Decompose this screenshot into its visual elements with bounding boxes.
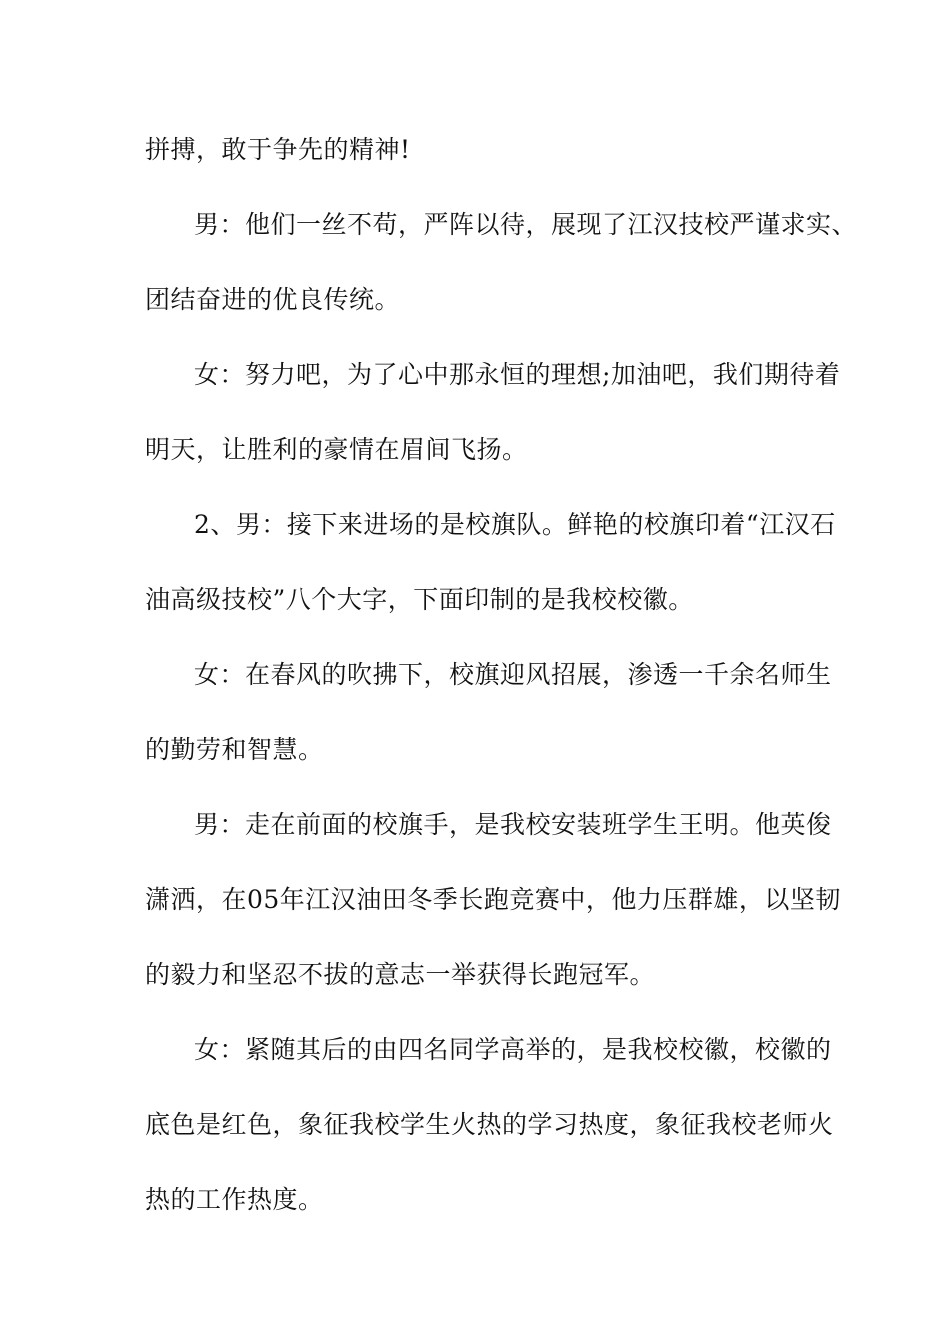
text-line: 潇洒，在05年江汉油田冬季长跑竞赛中，他力压群雄，以坚韧 [145,885,841,914]
text-line: 的毅力和坚忍不拔的意志一举获得长跑冠军。 [145,960,656,989]
text-line: 热的工作热度。 [145,1185,324,1214]
text-line: 油高级技校”八个大字，下面印制的是我校校徽。 [145,585,694,614]
text-line: 女：努力吧，为了心中那永恒的理想;加油吧，我们期待着 [194,360,841,389]
text-line: 拼搏，敢于争先的精神! [145,135,411,164]
text-line: 女：紧随其后的由四名同学高举的，是我校校徽，校徽的 [194,1035,832,1064]
text-line: 女：在春风的吹拂下，校旗迎风招展，渗透一千余名师生 [194,660,832,689]
text-line: 底色是红色，象征我校学生火热的学习热度，象征我校老师火 [145,1110,834,1139]
text-line: 男：他们一丝不苟，严阵以待，展现了江汉技校严谨求实、 [194,210,858,239]
text-line: 的勤劳和智慧。 [145,735,324,764]
text-line: 团结奋进的优良传统。 [145,285,401,314]
text-line: 明天，让胜利的豪情在眉间飞扬。 [145,435,528,464]
text-line: 男：走在前面的校旗手，是我校安装班学生王明。他英俊 [194,810,832,839]
text-line: 2、男：接下来进场的是校旗队。鲜艳的校旗印着“江汉石 [194,510,836,539]
